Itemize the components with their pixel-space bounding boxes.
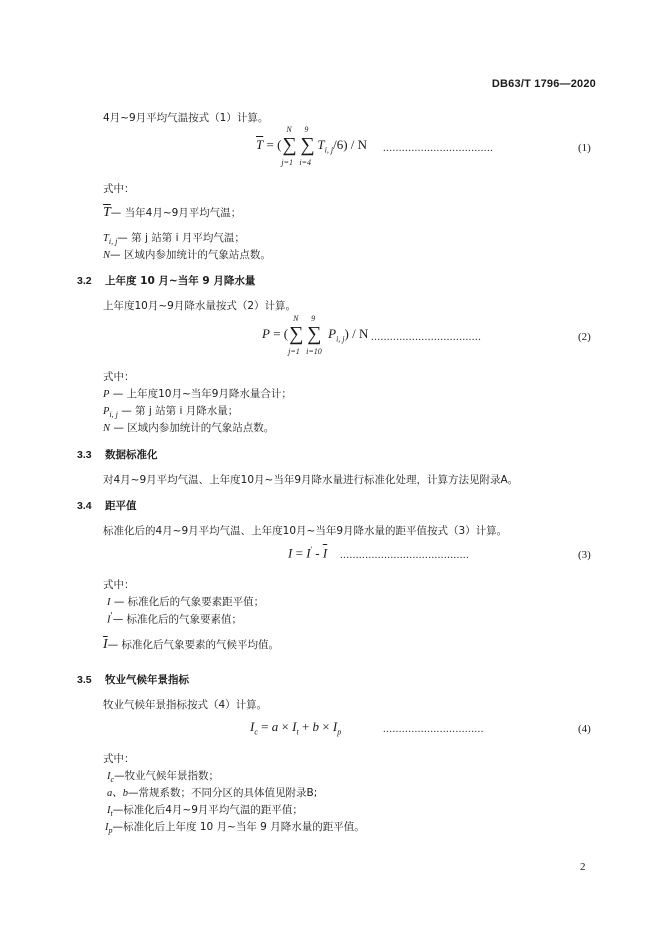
- formula-3: $I = I' - \overline{I}$: [288, 545, 328, 561]
- where3-item: I'— 标准化后的气象要素值；: [107, 611, 243, 626]
- section32-intro: 上年度10月~9月降水量按式（2）计算。: [103, 300, 297, 312]
- page-number: 2: [580, 861, 586, 873]
- formula1-dots: ...................................: [383, 142, 494, 154]
- where1-item: $\overline{T}—$ 当年4月~9月平均气温；: [103, 205, 242, 220]
- section34-intro: 标准化后的4月~9月平均气温、上年度10月~当年9月降水量的距平值按式（3）计算。: [103, 525, 508, 537]
- where2-item: P — 上年度10月~当年9月降水量合计；: [103, 388, 292, 400]
- sum-inner: ∑ 9 i=4: [299, 125, 315, 167]
- formula2-dots: ...................................: [371, 331, 482, 343]
- where1-item: N— 区域内参加统计的气象站点数。: [103, 249, 271, 261]
- section-heading-3-5: 3.5 牧业气候年景指标: [77, 674, 189, 686]
- formula3-dots: .........................................: [340, 549, 470, 561]
- section-heading-3-4: 3.4 距平值: [77, 500, 137, 512]
- section33-text: 对4月~9月平均气温、上年度10月~当年9月降水量进行标准化处理，计算方法见附录A。: [103, 474, 519, 486]
- formula-1: $\overline{T}$ = ( ∑ N j=1 ∑ 9 i=4 $T_{i, j}/6$) / N: [256, 125, 368, 167]
- section-heading-3-3: 3.3 数据标准化: [77, 449, 158, 461]
- formula2-number: (2): [578, 331, 591, 343]
- where2-item: $P_{i, j}$ — 第 j 站第 i 月降水量；: [103, 405, 239, 420]
- where4-item: $I_t—$标准化后4月~9月平均气温的距平值；: [107, 804, 303, 819]
- sum-outer: ∑ N j=1: [281, 125, 297, 167]
- section-heading-3-2: 3.2 上年度 10 月~当年 9 月降水量: [77, 275, 256, 287]
- where2-item: N — 区域内参加统计的气象站点数。: [103, 422, 275, 434]
- where4-label: 式中：: [103, 753, 135, 765]
- section35-intro: 牧业气候年景指标按式（4）计算。: [103, 699, 268, 711]
- formula4-dots: ................................: [383, 723, 484, 735]
- formula1-tail: /6) / N: [333, 136, 368, 152]
- where3-item: I — 标准化后的气象要素距平值；: [107, 596, 265, 608]
- where4-item: $I_p—$标准化后上年度 10 月~当年 9 月降水量的距平值。: [105, 821, 365, 836]
- where1-item: $T_{i, j}—$ 第 j 站第 i 月平均气温；: [103, 232, 245, 247]
- where2-label: 式中：: [103, 371, 135, 383]
- standard-number: DB63/T 1796—2020: [491, 78, 596, 90]
- formula-2: P = ( ∑ N j=1 ∑ 9 i=10 $P_{i, j}$) / N: [262, 314, 369, 356]
- where3-item: $\overline{I}—$ 标准化后气象要素的气候平均值。: [103, 637, 280, 652]
- where4-item: $I_c—$牧业气候年景指数；: [107, 770, 220, 785]
- where3-label: 式中：: [103, 579, 135, 591]
- where1-label: 式中：: [103, 183, 135, 195]
- formula4-number: (4): [578, 723, 591, 735]
- where4-item: a、b—常规系数；不同分区的具体值见附录B;: [107, 787, 318, 799]
- formula1-number: (1): [578, 142, 591, 154]
- sum-inner: ∑ 9 i=10: [306, 314, 322, 356]
- formula1-intro: 4月~9月平均气温按式（1）计算。: [103, 112, 269, 124]
- formula3-number: (3): [578, 549, 591, 561]
- sum-outer: ∑ N j=1: [288, 314, 304, 356]
- formula-4: $I_c = a \times I_t + b \times I_p$: [250, 719, 342, 737]
- formula1-lhs: $\overline{T}$: [256, 136, 264, 152]
